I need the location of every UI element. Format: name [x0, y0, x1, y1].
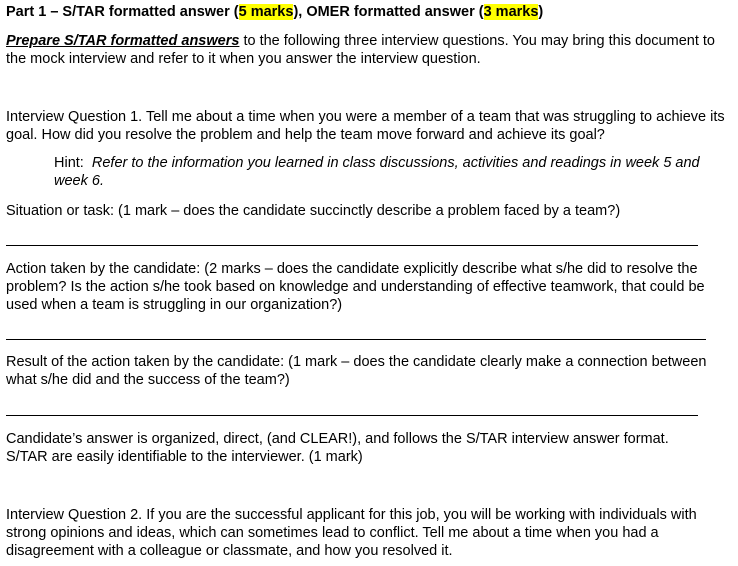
answer-line-result[interactable] [6, 415, 698, 416]
intro-rest: to the following three interview questions. You may bring this document to the mock interview and refer to it when you answer the interview question. [6, 33, 715, 67]
intro-emphasis: Prepare S/TAR formatted answers [6, 33, 240, 49]
title-part1: Part 1 – S/TAR formatted answer ( [6, 4, 239, 20]
question-2-text: Interview Question 2. If you are the successful applicant for this job, you will be working with individuals with strong opinions and ideas, which can sometimes lead to conflict. Tell me about a time when you had a disagreement with a colleague or classmate, and how you resolved it. [6, 507, 697, 559]
criterion-situation: Situation or task: (1 mark – does the candidate succinctly describe a problem faced by a team?) [6, 203, 621, 219]
answer-line-situation[interactable] [6, 245, 698, 246]
hint-text: Refer to the information you learned in class discussions, activities and readings in week 5 and week 6. [54, 155, 700, 189]
title-mid: ), OMER formatted answer ( [293, 4, 484, 20]
omer-marks-highlight: 3 marks [483, 4, 539, 20]
question-1-hint [54, 154, 714, 190]
criterion-result: Result of the action taken by the candidate: (1 mark – does the candidate clearly make a connection between what s/he did and the success of the team?) [6, 354, 707, 388]
title-end: ) [538, 4, 544, 20]
question-1-text: Interview Question 1. Tell me about a time when you were a member of a team that was struggling to achieve its goal. How did you resolve the problem and help the team move forward and achieve its goal? [6, 109, 725, 143]
answer-line-action[interactable] [6, 339, 706, 340]
criterion-action: Action taken by the candidate: (2 marks – does the candidate explicitly describe what s/he did to resolve the problem? Is the action s/he took based on knowledge and understanding of effective teamwork, that could be used when a team is struggling in our organization?) [6, 261, 705, 313]
criterion-format: Candidate’s answer is organized, direct, (and CLEAR!), and follows the S/TAR interview answer format. S/TAR are easily identifiable to the interviewer. (1 mark) [6, 431, 669, 465]
intro-paragraph [6, 32, 734, 68]
star-marks-highlight: 5 marks [238, 4, 294, 20]
hint-label: Hint: [54, 155, 84, 171]
part-title [6, 3, 736, 21]
